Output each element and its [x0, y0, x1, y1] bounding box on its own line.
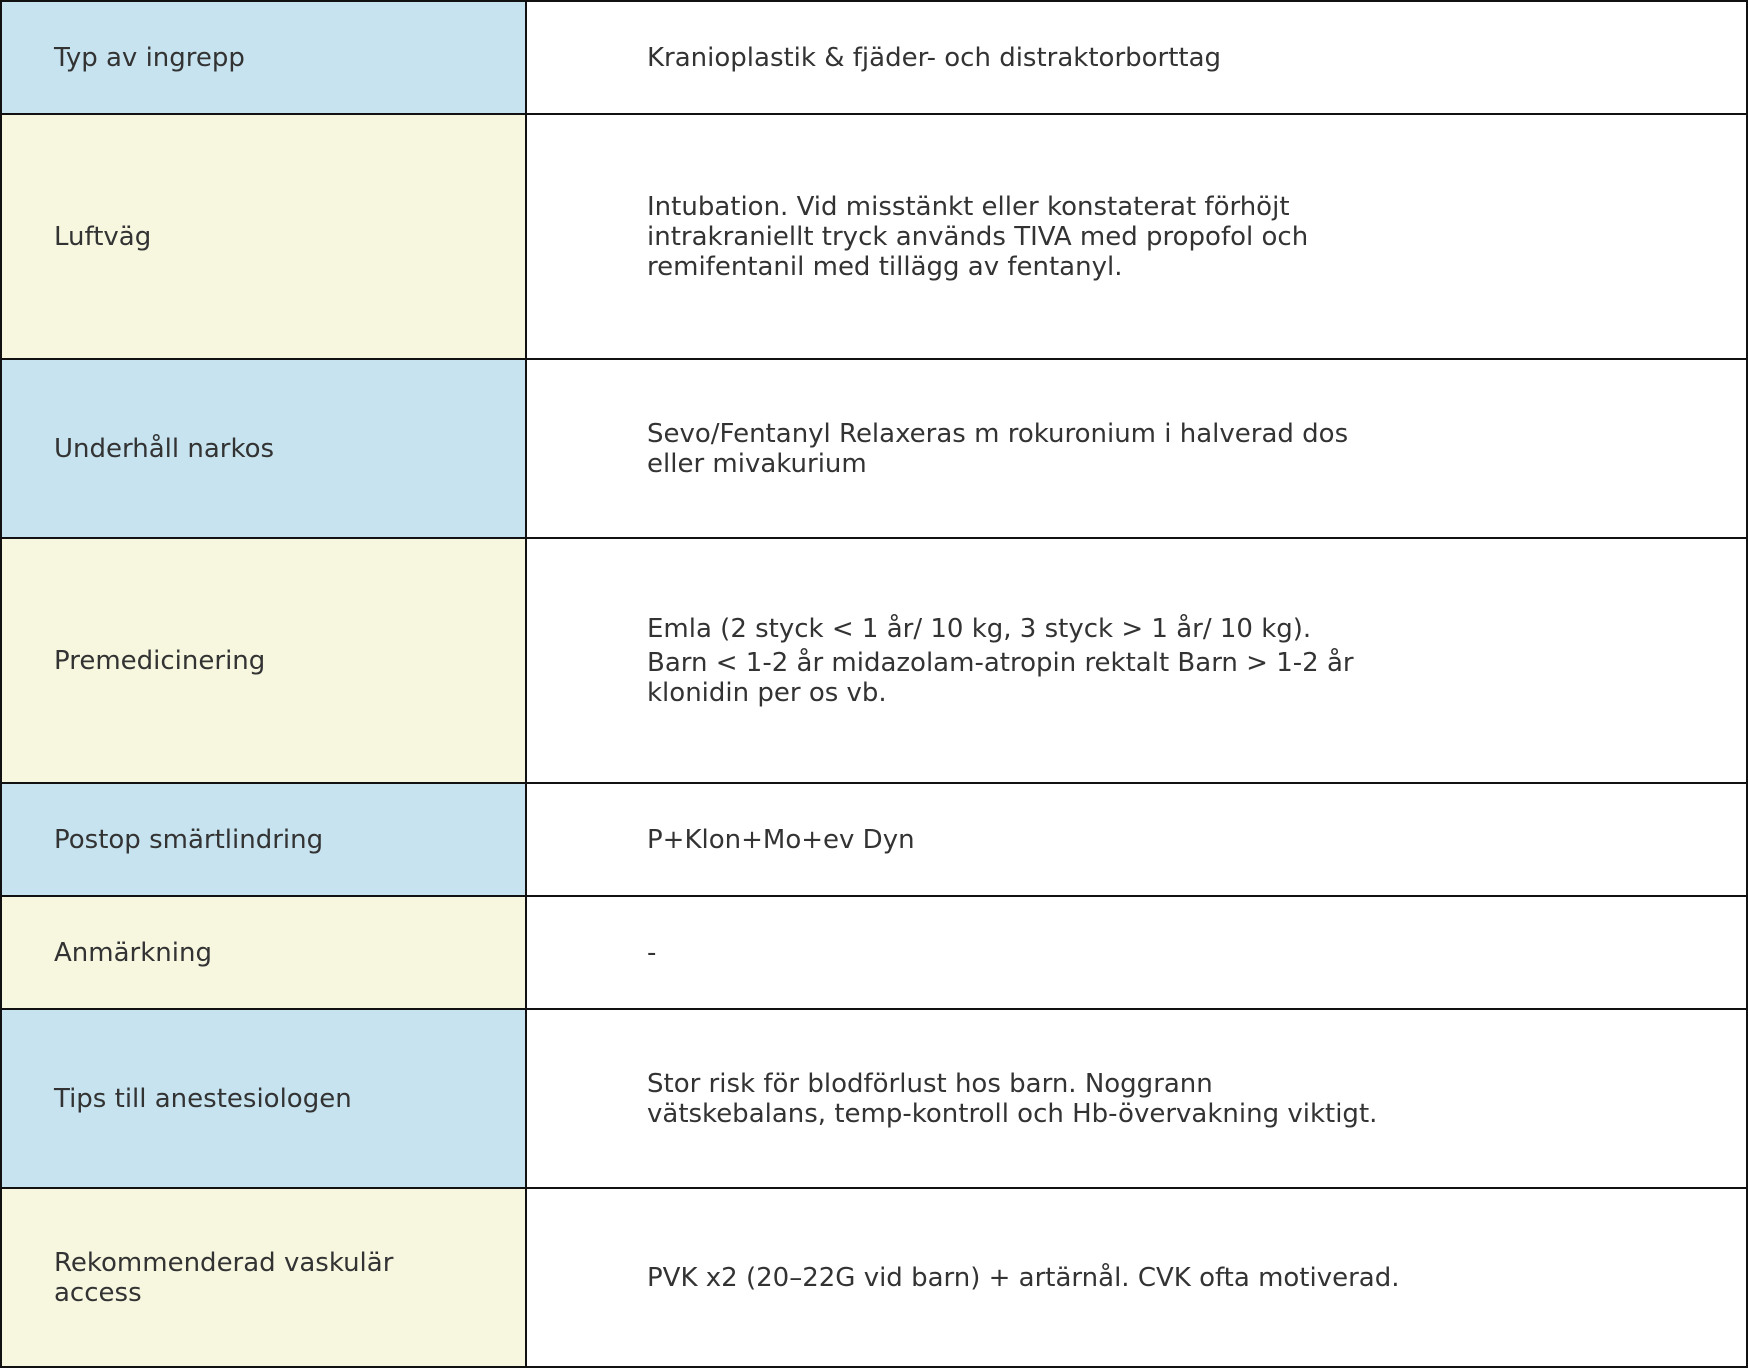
table-row-procedure-type	[1, 1, 1747, 114]
table-row-premedication	[1, 538, 1747, 783]
row-value-line-1: Emla (2 styck < 1 år/ 10 kg, 3 styck > 1 år/ 10 kg).	[647, 613, 1312, 644]
row-label: Premedicinering	[1, 538, 526, 783]
table-row-anesthesiologist-tips	[1, 1009, 1747, 1188]
row-label: Luftväg	[1, 114, 526, 359]
row-value: Sevo/Fentanyl Relaxeras m rokuronium i halverad dos eller mivakurium	[526, 359, 1747, 538]
row-value: P+Klon+Mo+ev Dyn	[526, 783, 1747, 896]
table-row-anesthesia-maintenance	[1, 359, 1747, 538]
row-label: Underhåll narkos	[1, 359, 526, 538]
row-value: Kranioplastik & fjäder- och distraktorborttag	[526, 1, 1747, 114]
row-label: Typ av ingrepp	[1, 1, 526, 114]
row-label: Tips till anestesiologen	[1, 1009, 526, 1188]
row-value: Stor risk för blodförlust hos barn. Noggrann vätskebalans, temp-kontroll och Hb-övervakning viktigt.	[526, 1009, 1747, 1188]
row-label: Postop smärtlindring	[1, 783, 526, 896]
row-value-cell	[526, 538, 1747, 783]
row-value: PVK x2 (20–22G vid barn) + artärnål. CVK ofta motiverad.	[526, 1188, 1747, 1367]
row-value: -	[526, 896, 1747, 1009]
table-row-postop-pain-relief	[1, 783, 1747, 896]
table-row-remark	[1, 896, 1747, 1009]
row-label: Rekommenderad vaskulär access	[1, 1188, 526, 1367]
row-value: Intubation. Vid misstänkt eller konstaterat förhöjt intrakraniellt tryck används TIVA med propofol och remifentanil med tillägg av fentanyl.	[526, 114, 1747, 359]
table-row-vascular-access	[1, 1188, 1747, 1367]
row-value-line-2: Barn < 1-2 år midazolam-atropin rektalt Barn > 1-2 år klonidin per os vb.	[647, 647, 1354, 708]
table-row-airway	[1, 114, 1747, 359]
row-label: Anmärkning	[1, 896, 526, 1009]
